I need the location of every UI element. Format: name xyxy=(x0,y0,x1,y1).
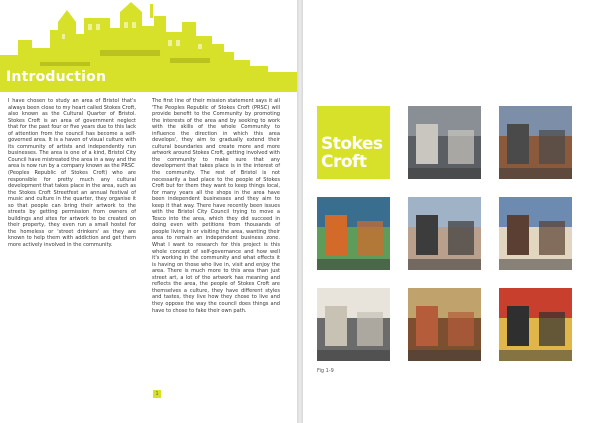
photo-mural-figure xyxy=(408,106,481,179)
text-column-right xyxy=(152,98,280,314)
paragraph: I have chosen to study an area of Bristol that's always been close to my heart called Stokes Croft, also known as the Cultural Quarter of Bristol. Stokes Croft is an area of government neglect that for the past four or five years due to this lack of attention from the council has become a self-governed area. It is a haven of visual culture with its community of artists and independently run businesses. The area is one of a kind, Bristol City Council have mistreated the area in a way and the area is now run by a company known as the PRSC xyxy=(8,98,137,170)
header-banner xyxy=(0,0,297,92)
text-column-left xyxy=(8,98,136,249)
photo-rooftops xyxy=(499,106,572,179)
stokes-croft-logo xyxy=(317,106,390,179)
right-page xyxy=(303,0,600,423)
photo-building-facade xyxy=(317,288,390,361)
photo-graffiti-wall xyxy=(317,197,390,270)
figure-caption: Fig 1-9 xyxy=(317,368,334,374)
page-number-badge xyxy=(153,390,161,398)
photo-painted-shop xyxy=(499,288,572,361)
page-number: 1 xyxy=(155,391,159,397)
logo-line-1: Stokes xyxy=(321,134,383,154)
logo-line-2: Croft xyxy=(321,152,367,172)
left-page xyxy=(0,0,297,423)
page-title: Introduction xyxy=(6,69,107,85)
photo-grid xyxy=(317,106,573,366)
photo-mural-faces xyxy=(408,288,481,361)
paragraph: The first line of their mission statement says it all 'The Peoples Republic of Stokes Croft (PRSC) will provide benefit to the Community by promoting the interests of the area and by seeking to work with the skills of the whole Community to influence the direction in which this area develops', they aim to gradually extend their cultural boundaries and create more and more artwork around Stokes Croft, getting involved with the community to make sure that any development that takes place is in the interest of the community. The rest of Bristol is not necessarily a bad place to the people of Stokes Croft but for them they want to keep things local, for many years all the shops in the area have been independent businesses and they aim to keep it that way. There have recently been issues with the Bristol City Council trying to move a Tesco into the area, which they did succeed in doing even with petitions from thousands of people living in or visiting the area, wanting their area to remain an independent business zone. What I want to research for this project is this whole concept of self-governance and how well it's working in the community and what effects it is having on those who live in, visit and enjoy the area. There is much more to this area than just street art, a lot of the artwork has meaning and reflects the area, the people of Stokes Croft are themselves a culture, they have different styles and tastes, they live how they chose to live and they oppose the way the council does things and have to chose to fake their own path. xyxy=(152,98,280,314)
paragraph: (Peoples Republic of Stokes Croft) who are responsible for pretty much any cultural development that takes place in the area, such as the Stokes Croft Streetfest an annual festival of music and culture in the quarter, they organise it so that people can bring their artwork to the streets by getting permission from owners of buildings and sites for artwork to be created on their property, they even run a small hostel for the homeless or 'street drinkers' as they are known to help them with addiction and get them more actively involved in the community. xyxy=(8,170,136,249)
photo-shopfront-sign xyxy=(499,197,572,270)
photo-street-corner xyxy=(408,197,481,270)
